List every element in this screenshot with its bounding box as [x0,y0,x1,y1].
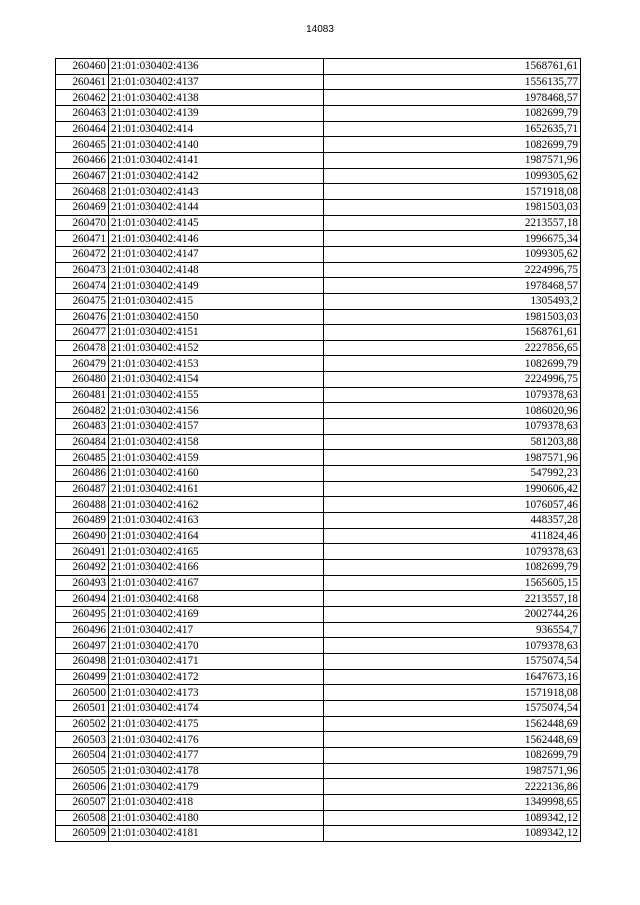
cadastral-number-cell: 21:01:030402:4163 [109,513,324,529]
table-row [56,685,581,701]
cadastral-number-cell: 21:01:030402:4180 [109,810,324,826]
row-number-cell: 260463 [56,105,109,121]
table-row [56,340,581,356]
cadastral-number-cell: 21:01:030402:4181 [109,826,324,842]
value-cell: 1086020,96 [324,403,581,419]
cadastral-number-cell: 21:01:030402:418 [109,794,324,810]
row-number-cell: 260501 [56,700,109,716]
table-row [56,544,581,560]
row-number-cell: 260475 [56,293,109,309]
row-number-cell: 260471 [56,231,109,247]
row-number-cell: 260469 [56,199,109,215]
value-cell: 1089342,12 [324,810,581,826]
value-cell: 2213557,18 [324,215,581,231]
row-number-cell: 260473 [56,262,109,278]
value-cell: 1568761,61 [324,59,581,75]
value-cell: 1082699,79 [324,747,581,763]
table-row [56,419,581,435]
table-row [56,826,581,842]
row-number-cell: 260465 [56,137,109,153]
cadastral-number-cell: 21:01:030402:4152 [109,340,324,356]
table-row [56,450,581,466]
value-cell: 1978468,57 [324,90,581,106]
cadastral-number-cell: 21:01:030402:4156 [109,403,324,419]
value-cell: 1647673,16 [324,669,581,685]
value-cell: 1082699,79 [324,356,581,372]
cadastral-number-cell: 21:01:030402:4146 [109,231,324,247]
value-cell: 448357,28 [324,513,581,529]
cadastral-number-cell: 21:01:030402:4144 [109,199,324,215]
value-cell: 2227856,65 [324,340,581,356]
value-cell: 1082699,79 [324,560,581,576]
cadastral-number-cell: 21:01:030402:4165 [109,544,324,560]
row-number-cell: 260502 [56,716,109,732]
value-cell: 1305493,2 [324,293,581,309]
row-number-cell: 260499 [56,669,109,685]
row-number-cell: 260481 [56,387,109,403]
table-row [56,325,581,341]
cadastral-number-cell: 21:01:030402:4178 [109,763,324,779]
row-number-cell: 260482 [56,403,109,419]
cadastral-number-cell: 21:01:030402:4141 [109,152,324,168]
table-row [56,653,581,669]
value-cell: 1099305,62 [324,246,581,262]
value-cell: 1079378,63 [324,638,581,654]
table-row [56,293,581,309]
row-number-cell: 260495 [56,606,109,622]
value-cell: 1571918,08 [324,685,581,701]
cadastral-number-cell: 21:01:030402:4172 [109,669,324,685]
table-row [56,669,581,685]
table-row [56,497,581,513]
table-row [56,434,581,450]
value-cell: 936554,7 [324,622,581,638]
cadastral-number-cell: 21:01:030402:4154 [109,372,324,388]
row-number-cell: 260490 [56,528,109,544]
table-row [56,622,581,638]
table-row [56,763,581,779]
row-number-cell: 260503 [56,732,109,748]
table-row [56,481,581,497]
table-row [56,246,581,262]
row-number-cell: 260466 [56,152,109,168]
row-number-cell: 260508 [56,810,109,826]
value-cell: 1978468,57 [324,278,581,294]
value-cell: 1079378,63 [324,419,581,435]
row-number-cell: 260509 [56,826,109,842]
value-cell: 547992,23 [324,466,581,482]
cadastral-number-cell: 21:01:030402:4174 [109,700,324,716]
table-row [56,716,581,732]
cadastral-number-cell: 21:01:030402:4160 [109,466,324,482]
row-number-cell: 260494 [56,591,109,607]
cadastral-number-cell: 21:01:030402:4166 [109,560,324,576]
row-number-cell: 260479 [56,356,109,372]
cadastral-number-cell: 21:01:030402:4167 [109,575,324,591]
table-row [56,638,581,654]
value-cell: 1981503,03 [324,199,581,215]
table-row [56,105,581,121]
table-row [56,732,581,748]
row-number-cell: 260485 [56,450,109,466]
cadastral-number-cell: 21:01:030402:4149 [109,278,324,294]
value-cell: 1987571,96 [324,763,581,779]
table-row [56,184,581,200]
table-row [56,309,581,325]
cadastral-number-cell: 21:01:030402:4170 [109,638,324,654]
value-cell: 1079378,63 [324,544,581,560]
row-number-cell: 260460 [56,59,109,75]
value-cell: 1568761,61 [324,325,581,341]
cadastral-number-cell: 21:01:030402:4161 [109,481,324,497]
table-row [56,810,581,826]
table-row [56,74,581,90]
row-number-cell: 260478 [56,340,109,356]
cadastral-number-cell: 21:01:030402:4162 [109,497,324,513]
row-number-cell: 260461 [56,74,109,90]
cadastral-number-cell: 21:01:030402:4151 [109,325,324,341]
table-row [56,700,581,716]
value-cell: 1987571,96 [324,450,581,466]
row-number-cell: 260468 [56,184,109,200]
cadastral-number-cell: 21:01:030402:4168 [109,591,324,607]
table-row [56,121,581,137]
row-number-cell: 260477 [56,325,109,341]
value-cell: 1565605,15 [324,575,581,591]
table-row [56,262,581,278]
table-row [56,794,581,810]
cadastral-number-cell: 21:01:030402:4148 [109,262,324,278]
cadastral-number-cell: 21:01:030402:4143 [109,184,324,200]
row-number-cell: 260462 [56,90,109,106]
table-row [56,90,581,106]
row-number-cell: 260472 [56,246,109,262]
table-row [56,575,581,591]
table-row [56,528,581,544]
cadastral-number-cell: 21:01:030402:4147 [109,246,324,262]
cadastral-number-cell: 21:01:030402:4176 [109,732,324,748]
table-row [56,513,581,529]
registry-table [55,58,581,842]
table-row [56,137,581,153]
cadastral-number-cell: 21:01:030402:4159 [109,450,324,466]
cadastral-number-cell: 21:01:030402:415 [109,293,324,309]
cadastral-number-cell: 21:01:030402:414 [109,121,324,137]
table-row [56,372,581,388]
value-cell: 2213557,18 [324,591,581,607]
table-row [56,278,581,294]
cadastral-number-cell: 21:01:030402:4157 [109,419,324,435]
value-cell: 1082699,79 [324,105,581,121]
cadastral-number-cell: 21:01:030402:4169 [109,606,324,622]
table-row [56,168,581,184]
row-number-cell: 260500 [56,685,109,701]
row-number-cell: 260493 [56,575,109,591]
value-cell: 1987571,96 [324,152,581,168]
cadastral-number-cell: 21:01:030402:4155 [109,387,324,403]
cadastral-number-cell: 21:01:030402:4145 [109,215,324,231]
table-row [56,215,581,231]
value-cell: 1981503,03 [324,309,581,325]
value-cell: 1562448,69 [324,716,581,732]
row-number-cell: 260491 [56,544,109,560]
cadastral-number-cell: 21:01:030402:4139 [109,105,324,121]
cadastral-number-cell: 21:01:030402:4136 [109,59,324,75]
row-number-cell: 260497 [56,638,109,654]
row-number-cell: 260489 [56,513,109,529]
table-row [56,779,581,795]
value-cell: 1562448,69 [324,732,581,748]
value-cell: 1349998,65 [324,794,581,810]
value-cell: 1089342,12 [324,826,581,842]
table-row [56,199,581,215]
table-row [56,152,581,168]
table-row [56,231,581,247]
table-row [56,356,581,372]
row-number-cell: 260467 [56,168,109,184]
table-row [56,591,581,607]
value-cell: 2002744,26 [324,606,581,622]
row-number-cell: 260476 [56,309,109,325]
row-number-cell: 260474 [56,278,109,294]
row-number-cell: 260492 [56,560,109,576]
cadastral-number-cell: 21:01:030402:4153 [109,356,324,372]
row-number-cell: 260470 [56,215,109,231]
value-cell: 1079378,63 [324,387,581,403]
value-cell: 1571918,08 [324,184,581,200]
cadastral-number-cell: 21:01:030402:4158 [109,434,324,450]
page-number: 14083 [306,24,334,35]
row-number-cell: 260488 [56,497,109,513]
cadastral-number-cell: 21:01:030402:417 [109,622,324,638]
value-cell: 2222136,86 [324,779,581,795]
cadastral-number-cell: 21:01:030402:4175 [109,716,324,732]
value-cell: 2224996,75 [324,262,581,278]
row-number-cell: 260507 [56,794,109,810]
table-row [56,747,581,763]
row-number-cell: 260464 [56,121,109,137]
cadastral-number-cell: 21:01:030402:4138 [109,90,324,106]
table-row [56,560,581,576]
row-number-cell: 260505 [56,763,109,779]
cadastral-number-cell: 21:01:030402:4142 [109,168,324,184]
value-cell: 1652635,71 [324,121,581,137]
cadastral-number-cell: 21:01:030402:4140 [109,137,324,153]
table-row [56,387,581,403]
row-number-cell: 260480 [56,372,109,388]
cadastral-number-cell: 21:01:030402:4137 [109,74,324,90]
cadastral-number-cell: 21:01:030402:4171 [109,653,324,669]
value-cell: 1575074,54 [324,653,581,669]
table-row [56,403,581,419]
row-number-cell: 260487 [56,481,109,497]
value-cell: 1556135,77 [324,74,581,90]
cadastral-number-cell: 21:01:030402:4150 [109,309,324,325]
table-row [56,59,581,75]
value-cell: 1990606,42 [324,481,581,497]
row-number-cell: 260496 [56,622,109,638]
row-number-cell: 260484 [56,434,109,450]
table-row [56,466,581,482]
cadastral-number-cell: 21:01:030402:4164 [109,528,324,544]
row-number-cell: 260506 [56,779,109,795]
table-row [56,606,581,622]
value-cell: 581203,88 [324,434,581,450]
cadastral-number-cell: 21:01:030402:4177 [109,747,324,763]
row-number-cell: 260486 [56,466,109,482]
cadastral-number-cell: 21:01:030402:4173 [109,685,324,701]
value-cell: 411824,46 [324,528,581,544]
value-cell: 1996675,34 [324,231,581,247]
value-cell: 1575074,54 [324,700,581,716]
row-number-cell: 260483 [56,419,109,435]
row-number-cell: 260504 [56,747,109,763]
value-cell: 1076057,46 [324,497,581,513]
value-cell: 1082699,79 [324,137,581,153]
cadastral-number-cell: 21:01:030402:4179 [109,779,324,795]
registry-table-body [56,59,581,842]
row-number-cell: 260498 [56,653,109,669]
value-cell: 2224996,75 [324,372,581,388]
value-cell: 1099305,62 [324,168,581,184]
